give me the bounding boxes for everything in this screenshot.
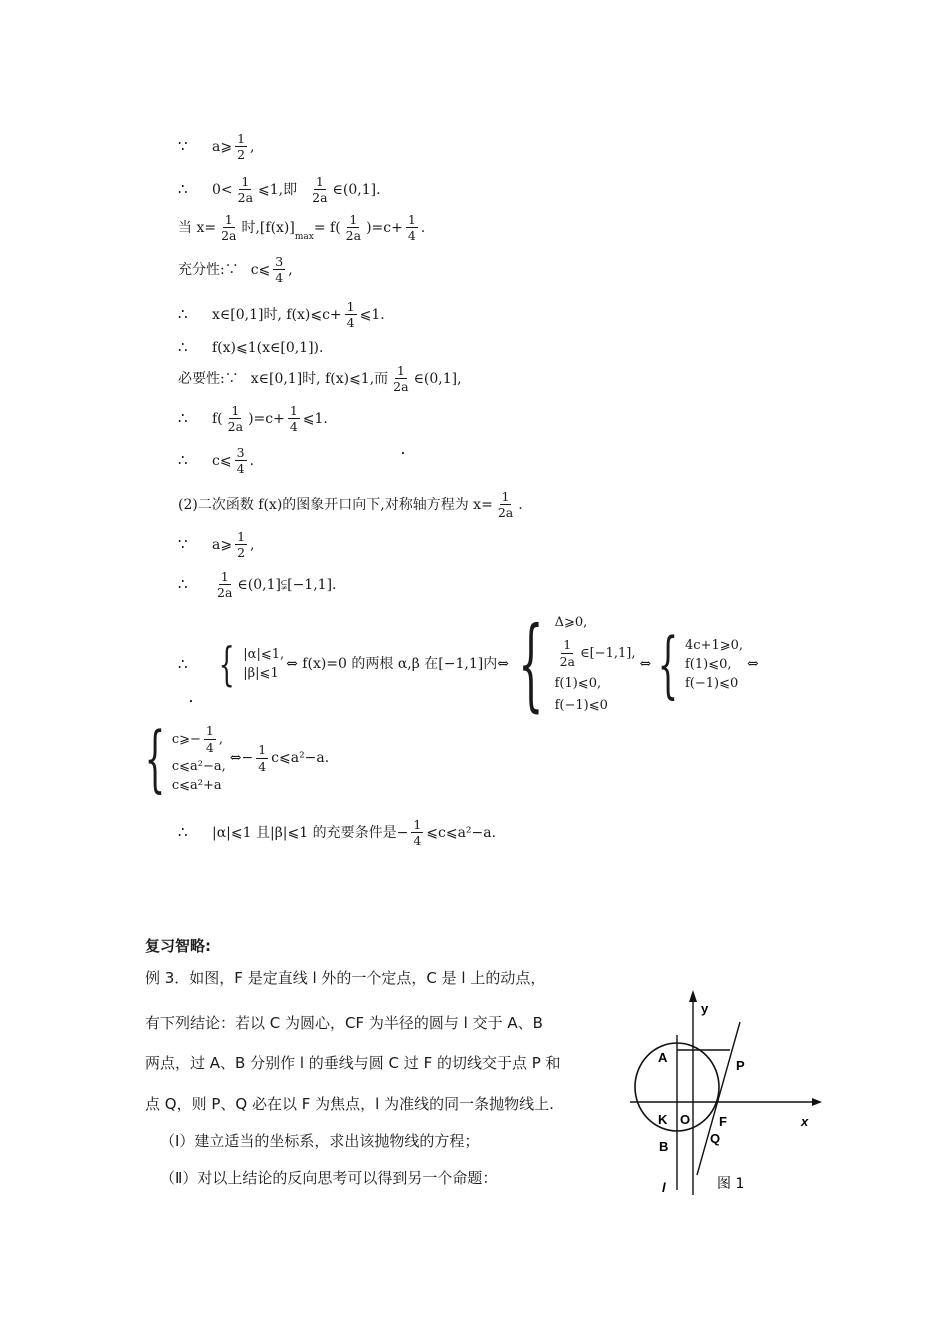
subscript: max (294, 232, 314, 243)
fraction: $\frac{1}{4}$ (413, 817, 422, 849)
math-text: ∈(0,1]. (332, 181, 381, 198)
math-text: . (420, 219, 426, 236)
fraction: $\frac{1}{4}$ (258, 742, 267, 774)
math-text: 0< (212, 181, 233, 198)
line-9 (178, 446, 254, 475)
math-text: ⇔− (229, 750, 254, 766)
math-text: ∈(0,1], (413, 370, 462, 387)
therefore-symbol: ∴ (178, 575, 188, 594)
math-text: c⩽a²−a. (271, 750, 330, 766)
math-text: c⩽ (250, 261, 271, 278)
label-a: A (658, 1050, 668, 1065)
label-sufficiency: 充分性:∵ (178, 261, 239, 278)
fraction: $\frac{1}{2a}$ (497, 489, 514, 521)
math-text: )=c+ (366, 219, 403, 236)
math-text: ⩽1. (302, 410, 328, 427)
fraction: $\frac{1}{4}$ (205, 723, 214, 755)
stray-dot (402, 452, 404, 454)
math-text: ⇔ (747, 656, 759, 672)
math-text: 时,[f(x)] (241, 219, 295, 236)
figure-caption: 图 1 (717, 1176, 745, 1192)
math-text: , (288, 261, 293, 278)
paragraph-line: 例 3．如图，F 是定直线 l 外的一个定点，C 是 l 上的动点， (145, 969, 546, 987)
condition: f(−1)⩽0 (685, 675, 739, 691)
condition: |α|⩽1, (243, 647, 285, 662)
math-text: ⩽c⩽a²−a. (426, 824, 497, 841)
math-text: . (249, 452, 254, 469)
paragraph-line: 两点，过 A、B 分别作 l 的垂线与圆 C 过 F 的切线交于点 P 和 (145, 1054, 561, 1072)
therefore-symbol: ∴ (178, 823, 188, 842)
condition: f(−1)⩽0 (554, 697, 608, 713)
fraction: $\frac{1}{2a}$ (393, 363, 409, 395)
fraction: $\frac{1}{2a}$ (217, 569, 233, 601)
math-text: x∈[0,1]时, f(x)⩽1,而 (250, 370, 389, 387)
condition-group-1: { |α|⩽1, |β|⩽1 (218, 637, 285, 691)
line-12 (178, 570, 337, 599)
because-symbol: ∵ (178, 137, 188, 156)
math-text: = f( (313, 219, 341, 236)
line-6 (178, 340, 323, 355)
math-text: , (250, 138, 255, 155)
therefore-symbol: ∴ (178, 180, 188, 199)
label-y: y (701, 1001, 709, 1016)
math-text: f(x)⩽1(x∈[0,1]). (212, 339, 324, 356)
fraction: $\frac{1}{4}$ (346, 299, 355, 331)
math-text: f( (212, 410, 223, 427)
condition-group-4: { c⩾− $\frac{1}{4}$ , c⩽a²−a, c⩽a²+a (144, 716, 226, 800)
fraction: $\frac{1}{4}$ (289, 403, 298, 435)
math-text: 当 x= (178, 219, 217, 236)
math-text: ⩽1. (359, 306, 385, 323)
line-13 (178, 605, 759, 722)
math-text: ⩽1,即 (258, 181, 298, 198)
math-text: x∈[0,1]时, f(x)⩽c+ (212, 306, 342, 323)
label-o: O (680, 1112, 691, 1127)
label-k: K (658, 1112, 668, 1127)
label-f: F (719, 1114, 727, 1129)
math-text: ⇔ (639, 656, 652, 672)
fraction: $\frac{3}{4}$ (275, 254, 284, 286)
therefore-symbol: ∴ (178, 338, 188, 356)
line-14 (138, 716, 330, 800)
line-5 (178, 300, 385, 329)
label-p: P (736, 1058, 745, 1073)
condition: |β|⩽1 (243, 666, 279, 681)
math-text: c⩽ (212, 452, 232, 469)
therefore-symbol: ∴ (178, 451, 188, 470)
fraction: $\frac{1}{2a}$ (237, 174, 254, 206)
condition-group-3: { 4c+1⩾0, f(1)⩽0, f(−1)⩽0 (657, 622, 744, 706)
label-necessity: 必要性:∵ (178, 370, 239, 387)
parabola-figure (620, 985, 840, 1200)
condition: c⩽a²+a (171, 777, 222, 793)
math-text: , (250, 536, 255, 553)
math-text: ∈(0,1]⫋[−1,1]. (237, 576, 337, 593)
fraction: $\frac{1}{2a}$ (221, 212, 237, 244)
fraction: $\frac{1}{2a}$ (312, 174, 328, 206)
tangent-line (697, 1022, 740, 1175)
label-l: l (662, 1180, 666, 1195)
stray-dot (190, 700, 192, 702)
condition: f(1)⩽0, (685, 656, 732, 672)
paragraph-line: 点 Q，则 P、Q 必在以 F 为焦点，l 为准线的同一条抛物线上. (145, 1095, 554, 1113)
math-text: |α|⩽1 且|β|⩽1 的充要条件是− (212, 824, 409, 841)
section-heading: 复习智略: (145, 937, 211, 955)
condition: $\frac{1}{2a}$ ∈[−1,1], (559, 637, 636, 669)
math-text: (2)二次函数 f(x)的图象开口向下,对称轴方程为 x= (178, 496, 493, 513)
line-4 (178, 255, 293, 284)
line-3 (178, 213, 425, 242)
label-q: Q (710, 1131, 721, 1146)
condition: 4c+1⩾0, (685, 637, 744, 653)
math-text: a⩾ (212, 536, 233, 553)
condition-group-2: { Δ⩾0, $\frac{1}{2a}$ ∈[−1,1], f(1)⩽0, f(−1)⩽0 (518, 605, 636, 722)
paragraph-line: 有下列结论：若以 C 为圆心，CF 为半径的圆与 l 交于 A、B (145, 1014, 543, 1032)
line-15 (178, 818, 496, 847)
line-2 (178, 175, 381, 204)
label-b: B (659, 1139, 669, 1154)
fraction: $\frac{1}{4}$ (407, 212, 416, 244)
condition: c⩾− $\frac{1}{4}$ , (171, 723, 223, 755)
condition: Δ⩾0, (554, 615, 588, 631)
y-axis-arrow (689, 990, 697, 1002)
therefore-symbol: ∴ (178, 409, 188, 428)
fraction: $\frac{3}{4}$ (236, 445, 245, 477)
fraction: $\frac{1}{2a}$ (559, 637, 575, 669)
x-axis-arrow (812, 1098, 822, 1106)
fraction: $\frac{1}{2}$ (237, 131, 246, 163)
math-text: a⩾ (212, 138, 233, 155)
question-2: （Ⅱ）对以上结论的反向思考可以得到另一个命题： (160, 1169, 498, 1187)
line-1 (178, 132, 254, 161)
because-symbol: ∵ (178, 535, 188, 554)
fraction: $\frac{1}{2a}$ (345, 212, 362, 244)
fraction: $\frac{1}{2a}$ (227, 403, 244, 435)
fraction: $\frac{1}{2}$ (237, 529, 246, 561)
therefore-symbol: ∴ (178, 305, 188, 324)
line-10 (178, 490, 523, 519)
math-text: ⇔ f(x)=0 的两根 α,β 在[−1,1]内⇔ (286, 656, 509, 672)
condition: f(1)⩽0, (554, 675, 602, 691)
line-7 (178, 364, 462, 393)
math-text: . (518, 496, 523, 513)
label-x: x (801, 1114, 809, 1129)
therefore-symbol: ∴ (178, 654, 188, 673)
line-11 (178, 530, 254, 559)
condition: c⩽a²−a, (171, 758, 226, 774)
line-8 (178, 404, 328, 433)
math-text: )=c+ (248, 410, 285, 427)
question-1: （Ⅰ）建立适当的坐标系，求出该抛物线的方程； (160, 1132, 480, 1150)
